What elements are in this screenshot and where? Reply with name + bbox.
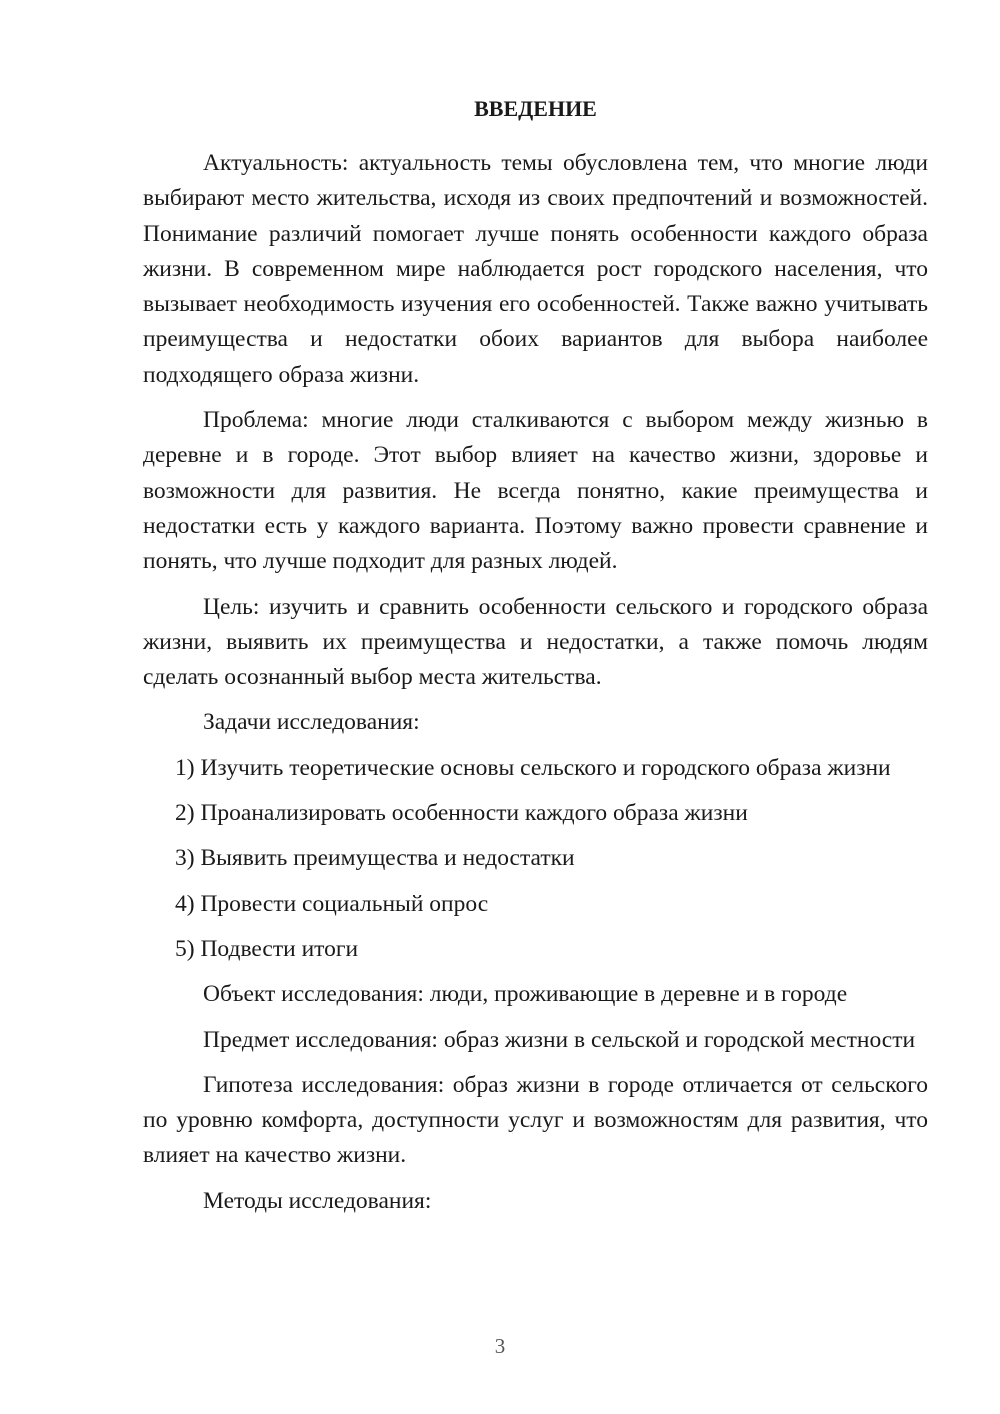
paragraph-goal: Цель: изучить и сравнить особенности сельского и городского образа жизни, выявить их преимущества и недостатки, а также помочь людям сделать осознанный выбор места жительства. bbox=[143, 593, 928, 691]
section-title: ВВЕДЕНИЕ bbox=[474, 96, 597, 121]
task-item-2: 2) Проанализировать особенности каждого образа жизни bbox=[175, 800, 748, 827]
paragraph-object: Объект исследования: люди, проживающие в деревне и в городе bbox=[203, 981, 848, 1008]
paragraph-relevance: Актуальность: актуальность темы обусловлена тем, что многие люди выбирают место жительства, исходя из своих предпочтений и возможностей. Понимание различий помогает лучше понять особенности каждого образа жизни. В современном мире наблюдается рост городского населения, что вызывает необходимость изучения его особенностей. Также важно учитывать преимущества и недостатки обоих вариантов для выбора наиболее подходящего образа жизни. bbox=[143, 150, 928, 388]
task-item-1: 1) Изучить теоретические основы сельского и городского образа жизни bbox=[175, 754, 891, 781]
paragraph-problem: Проблема: многие люди сталкиваются с выбором между жизнью в деревне и в городе. Этот выбор влияет на качество жизни, здоровье и возможности для развития. Не всегда понятно, какие преимущества и недостатки есть у каждого варианта. Поэтому важно провести сравнение и понять, что лучше подходит для разных людей. bbox=[143, 407, 928, 575]
paragraph-tasks-heading: Задачи исследования: bbox=[203, 709, 420, 736]
task-item-3: 3) Выявить преимущества и недостатки bbox=[175, 845, 575, 872]
page-number: 3 bbox=[494, 1334, 506, 1358]
paragraph-methods: Методы исследования: bbox=[203, 1187, 432, 1214]
paragraph-hypothesis: Гипотеза исследования: образ жизни в городе отличается от сельского по уровню комфорта, доступности услуг и возможностям для развития, что влияет на качество жизни. bbox=[143, 1071, 928, 1169]
page-content bbox=[143, 92, 928, 1229]
paragraph-subject: Предмет исследования: образ жизни в сельской и городской местности bbox=[203, 1026, 916, 1053]
task-item-4: 4) Провести социальный опрос bbox=[175, 890, 489, 917]
task-item-5: 5) Подвести итоги bbox=[175, 935, 359, 962]
